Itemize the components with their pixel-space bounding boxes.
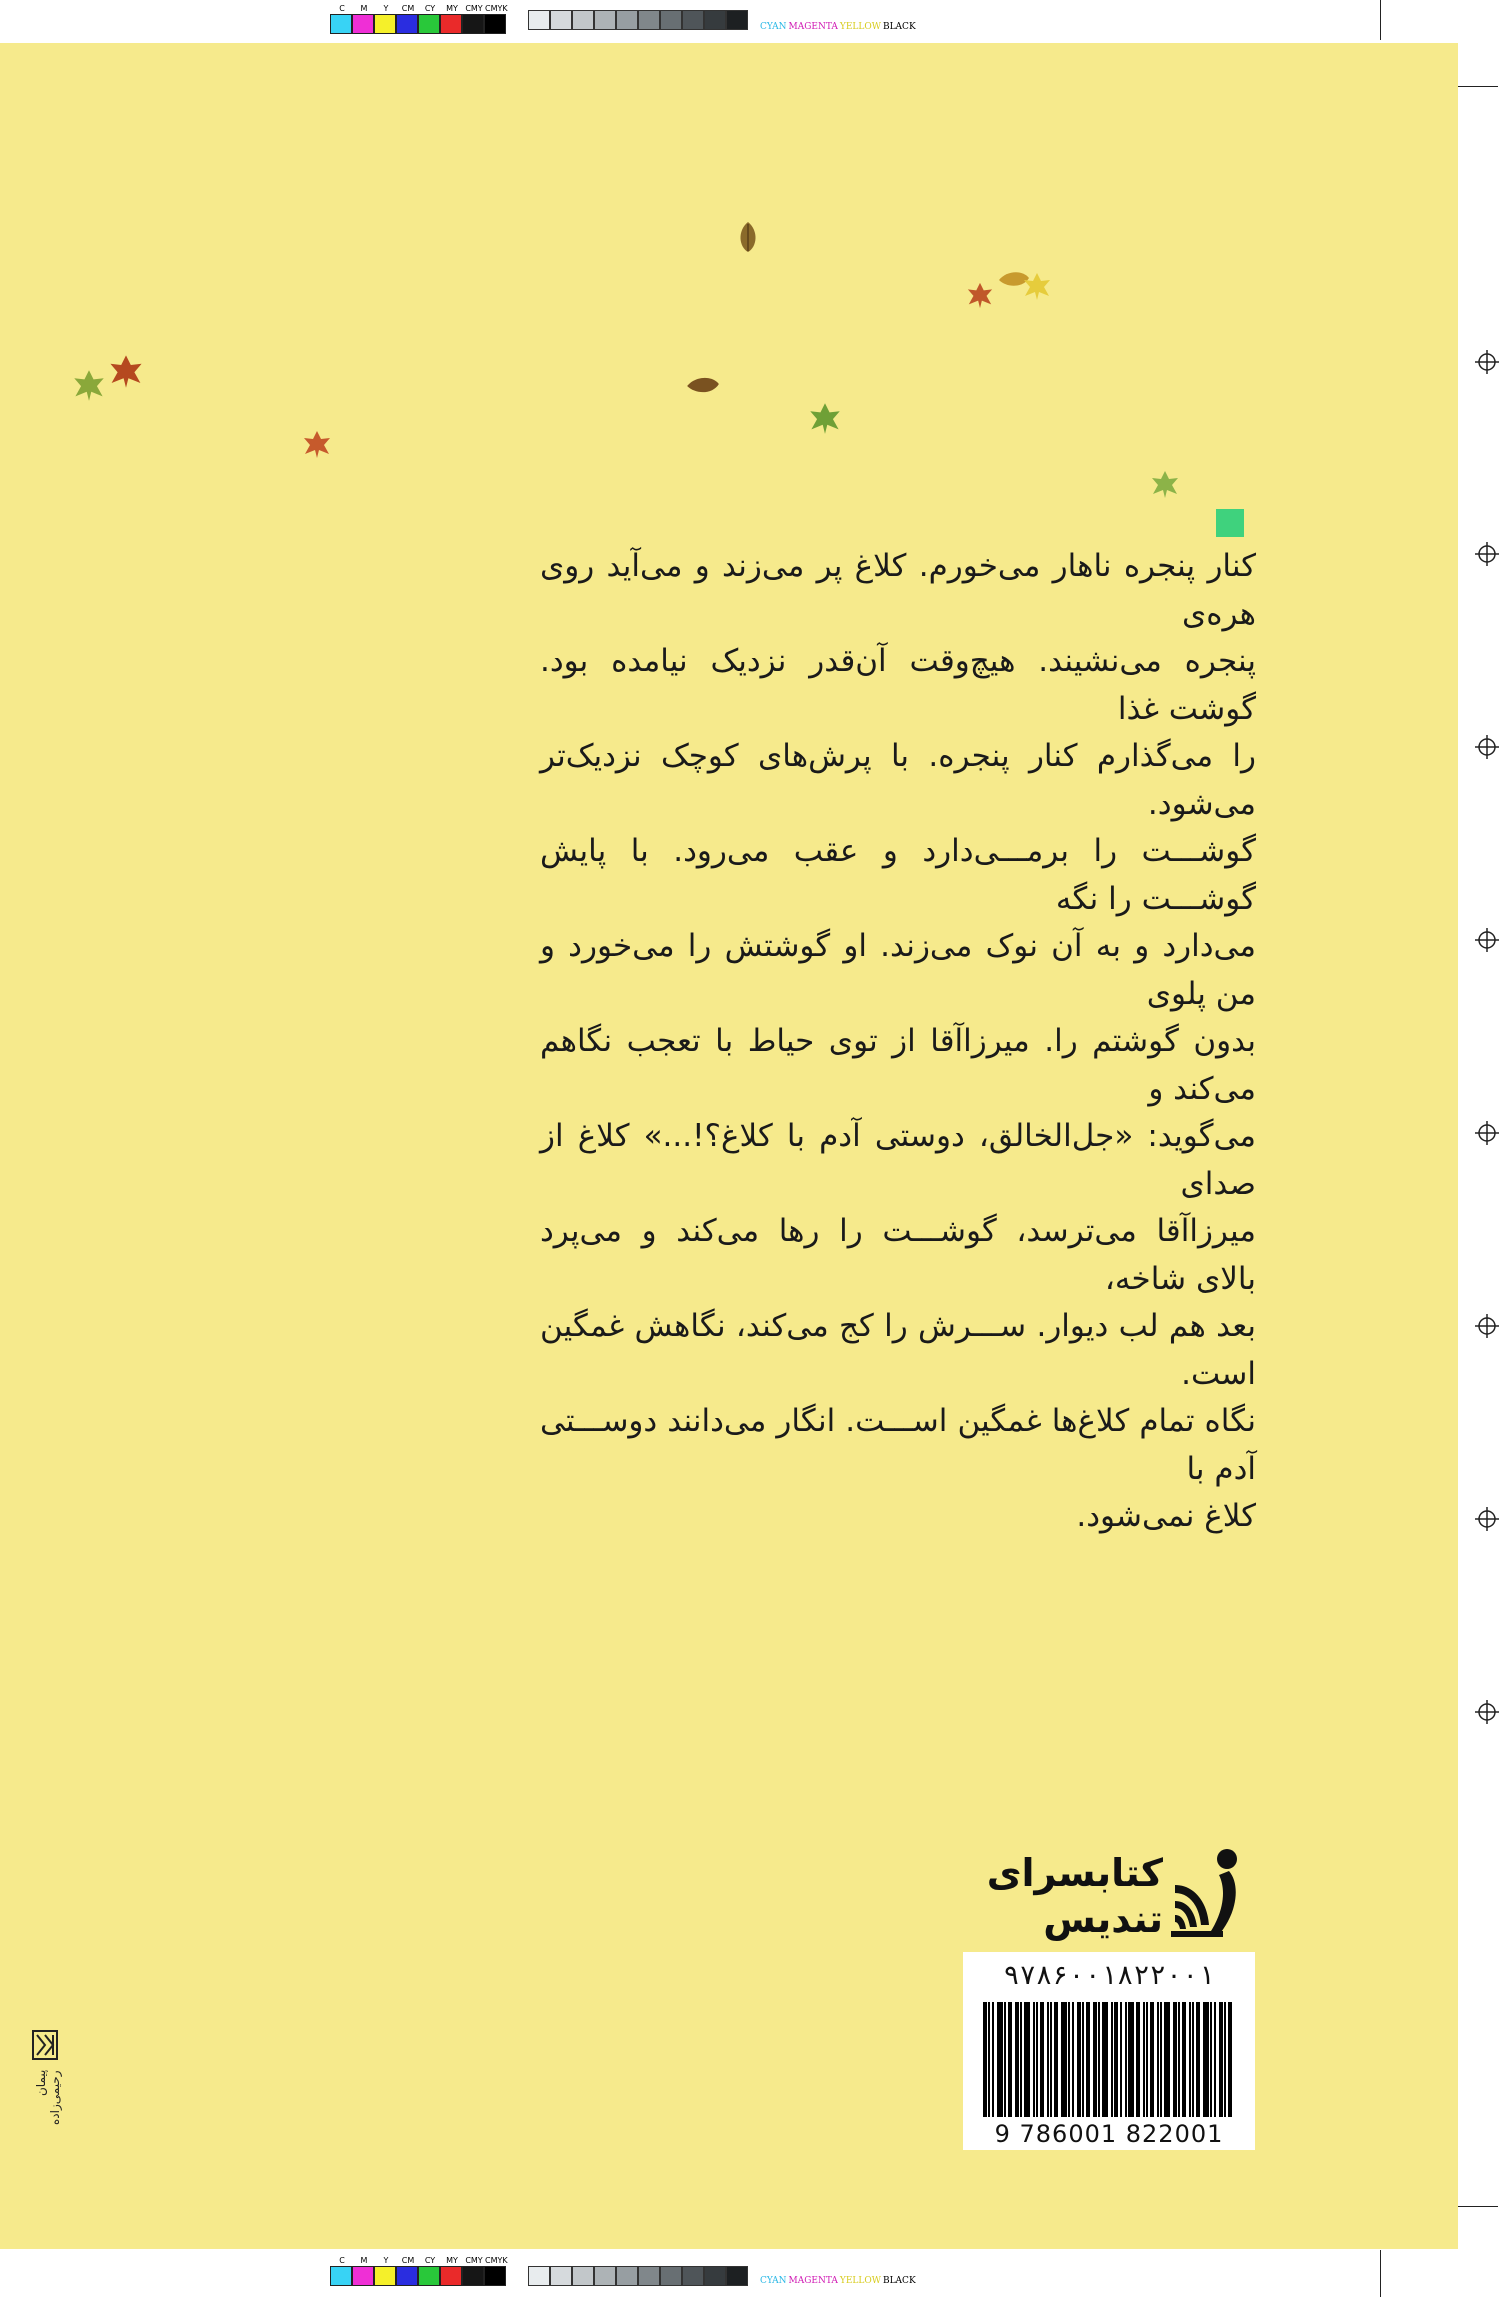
publisher-emblem-icon bbox=[1167, 1845, 1245, 1945]
ink-label: YELLOW bbox=[839, 22, 881, 32]
barcode-bars bbox=[983, 2002, 1235, 2117]
barcode-bar bbox=[988, 2002, 990, 2117]
crop-line bbox=[1380, 0, 1381, 40]
color-swatch bbox=[484, 2256, 508, 2286]
color-swatch-label: Y bbox=[383, 4, 389, 13]
barcode-bar bbox=[1111, 2002, 1113, 2117]
barcode-bar bbox=[1086, 2002, 1090, 2117]
barcode-bar bbox=[1189, 2002, 1191, 2117]
gray-swatch bbox=[594, 2266, 616, 2286]
color-swatch-label: CM bbox=[401, 4, 415, 13]
gray-swatch bbox=[638, 10, 660, 30]
barcode-bar bbox=[1004, 2002, 1006, 2117]
gray-swatch bbox=[550, 2266, 572, 2286]
barcode-bar bbox=[1061, 2002, 1067, 2117]
barcode-bar bbox=[1128, 2002, 1134, 2117]
barcode-bar bbox=[1114, 2002, 1118, 2117]
barcode-bar bbox=[1120, 2002, 1122, 2117]
gray-swatch bbox=[638, 2266, 660, 2286]
color-swatch-label: MY bbox=[446, 4, 458, 13]
color-swatch-label: M bbox=[360, 4, 368, 13]
color-swatch-label: CY bbox=[424, 4, 436, 13]
blurb-line: بعد هم لب دیوار. ســـرش را کج می‌کند، نگاهش غمگین است. bbox=[540, 1308, 1256, 1392]
barcode-bar bbox=[1150, 2002, 1154, 2117]
isbn-persian: ۹۷۸۶۰۰۱۸۲۲۰۰۱ bbox=[1003, 1960, 1215, 1991]
color-swatch-label: MY bbox=[446, 2256, 458, 2265]
trim-margin bbox=[1458, 0, 1506, 2297]
color-bar-bottom bbox=[330, 2256, 508, 2286]
barcode-bar bbox=[1093, 2002, 1097, 2117]
gray-swatch bbox=[616, 10, 638, 30]
color-swatch bbox=[396, 4, 418, 34]
color-swatch-label: CMYK bbox=[485, 2256, 508, 2265]
ink-labels-top bbox=[760, 22, 918, 32]
barcode-bar bbox=[1054, 2002, 1058, 2117]
barcode-bar bbox=[1178, 2002, 1180, 2117]
barcode-bar bbox=[983, 2002, 987, 2117]
color-bar-top bbox=[330, 4, 508, 34]
gray-swatch bbox=[616, 2266, 638, 2286]
barcode-bar bbox=[1157, 2002, 1159, 2117]
registration-mark-icon bbox=[1475, 1314, 1499, 1338]
color-swatch-label: CM bbox=[401, 2256, 415, 2265]
registration-mark-icon bbox=[1475, 350, 1499, 374]
color-swatch bbox=[462, 4, 484, 34]
blurb-line: گوشـــت را برمـــی‌دارد و عقب می‌رود. با پایش گوشـــت را نگه bbox=[540, 833, 1256, 917]
publisher-name-line-2: تندیس bbox=[1043, 1897, 1163, 1941]
barcode-bar bbox=[1050, 2002, 1052, 2117]
crop-line bbox=[1380, 2250, 1381, 2297]
color-swatch bbox=[418, 4, 440, 34]
color-swatch bbox=[330, 4, 352, 34]
color-swatch-label: CMY bbox=[465, 2256, 483, 2265]
barcode-bar bbox=[1040, 2002, 1044, 2117]
blurb-line: نگاه تمام کلاغ‌ها غمگین اســـت. انگار می‌دانند دوســـتی آدم با bbox=[540, 1403, 1256, 1487]
registration-mark-icon bbox=[1475, 1121, 1499, 1145]
ink-label: CYAN bbox=[760, 22, 787, 32]
barcode-bar bbox=[1214, 2002, 1216, 2117]
barcode-bar bbox=[992, 2002, 994, 2117]
color-swatch bbox=[352, 4, 374, 34]
color-swatch bbox=[352, 2256, 374, 2286]
blurb-line: را می‌گذارم کنار پنجره. با پرش‌های کوچک نزدیک‌تر می‌شود. bbox=[540, 738, 1256, 822]
leaf-icon bbox=[1022, 271, 1052, 301]
gray-swatch bbox=[726, 10, 748, 30]
color-swatch-label: M bbox=[360, 2256, 368, 2265]
color-swatch-label: Y bbox=[383, 2256, 389, 2265]
gray-swatch bbox=[572, 2266, 594, 2286]
registration-mark-icon bbox=[1475, 735, 1499, 759]
barcode-bar bbox=[1192, 2002, 1194, 2117]
color-swatch bbox=[440, 2256, 462, 2286]
leaf-icon bbox=[685, 373, 721, 397]
leaf-icon bbox=[108, 353, 144, 389]
designer-credit bbox=[30, 2030, 60, 2150]
barcode-bar bbox=[1173, 2002, 1177, 2117]
barcode-bar bbox=[1164, 2002, 1170, 2117]
crop-line bbox=[1458, 2206, 1498, 2207]
barcode-bar bbox=[1125, 2002, 1127, 2117]
publisher-name-line-1: کتابسرای bbox=[986, 1851, 1163, 1895]
ink-label: YELLOW bbox=[839, 2276, 881, 2286]
registration-mark-icon bbox=[1475, 1700, 1499, 1724]
barcode-bar bbox=[1098, 2002, 1100, 2117]
barcode-bar bbox=[1015, 2002, 1019, 2117]
gray-swatch bbox=[660, 10, 682, 30]
color-swatch bbox=[418, 2256, 440, 2286]
leaf-icon bbox=[966, 280, 994, 310]
registration-mark-icon bbox=[1475, 542, 1499, 566]
blurb-line: کلاغ نمی‌شود. bbox=[1076, 1498, 1256, 1534]
barcode-bar bbox=[1082, 2002, 1084, 2117]
color-swatch bbox=[396, 2256, 418, 2286]
ink-label: MAGENTA bbox=[788, 2276, 838, 2286]
blurb-line: می‌دارد و به آن نوک می‌زند. او گوشتش را می‌خورد و من پلوی bbox=[540, 928, 1256, 1012]
ink-label: BLACK bbox=[882, 22, 916, 32]
leaf-icon bbox=[735, 221, 761, 253]
barcode-bar bbox=[1024, 2002, 1030, 2117]
color-swatch bbox=[374, 4, 396, 34]
gray-swatch bbox=[528, 10, 550, 30]
barcode-bar bbox=[1072, 2002, 1074, 2117]
barcode-bar bbox=[1203, 2002, 1209, 2117]
color-swatch bbox=[330, 2256, 352, 2286]
color-swatch bbox=[462, 2256, 484, 2286]
leaf-icon bbox=[808, 401, 842, 435]
crop-line bbox=[1458, 86, 1498, 87]
ink-labels-bottom bbox=[760, 2276, 918, 2286]
designer-name: پیمان رحیمی‌زاده bbox=[34, 2070, 62, 2125]
ink-label: CYAN bbox=[760, 2276, 787, 2286]
barcode-bar bbox=[1160, 2002, 1162, 2117]
barcode-bar bbox=[1102, 2002, 1108, 2117]
barcode-bar bbox=[1146, 2002, 1148, 2117]
barcode-bar bbox=[1224, 2002, 1226, 2117]
blurb-line: بدون گوشتم را. میرزاآقا از توی حیاط با تعجب نگاهم می‌کند و bbox=[540, 1023, 1256, 1107]
isbn-barcode bbox=[963, 1952, 1255, 2150]
barcode-bar bbox=[1068, 2002, 1070, 2117]
barcode-bar bbox=[1136, 2002, 1140, 2117]
gray-swatch bbox=[704, 2266, 726, 2286]
registration-mark-icon bbox=[1475, 928, 1499, 952]
barcode-bar bbox=[1228, 2002, 1232, 2117]
barcode-bar bbox=[1143, 2002, 1145, 2117]
gray-bar-bottom bbox=[528, 2266, 748, 2286]
gray-swatch bbox=[682, 10, 704, 30]
color-swatch bbox=[484, 4, 508, 34]
ink-label: MAGENTA bbox=[788, 22, 838, 32]
gray-swatch bbox=[594, 10, 616, 30]
leaf-icon bbox=[1150, 468, 1180, 500]
barcode-bar bbox=[1036, 2002, 1038, 2117]
barcode-bar bbox=[1219, 2002, 1223, 2117]
color-swatch bbox=[440, 4, 462, 34]
gray-swatch bbox=[704, 10, 726, 30]
barcode-bar bbox=[1033, 2002, 1035, 2117]
color-swatch-label: CMY bbox=[465, 4, 483, 13]
blurb-line: کنار پنجره ناهار می‌خورم. کلاغ پر می‌زند و می‌آید روی هره‌ی bbox=[540, 548, 1256, 632]
color-swatch-label: CY bbox=[424, 2256, 436, 2265]
gray-swatch bbox=[660, 2266, 682, 2286]
barcode-bar bbox=[1182, 2002, 1186, 2117]
blurb-line: میرزاآقا می‌ترسد، گوشـــت را رها می‌کند و می‌پرد بالای شاخه، bbox=[540, 1213, 1256, 1297]
isbn-latin: 9 786001 822001 bbox=[994, 2120, 1224, 2148]
leaf-icon bbox=[302, 428, 332, 460]
barcode-bar bbox=[1210, 2002, 1212, 2117]
color-swatch-label: C bbox=[339, 2256, 345, 2265]
gray-swatch bbox=[572, 10, 594, 30]
accent-square bbox=[1216, 509, 1244, 537]
registration-mark-icon bbox=[1475, 1507, 1499, 1531]
blurb-line: می‌گوید: «جل‌الخالق، دوستی آدم با کلاغ؟!...» کلاغ از صدای bbox=[540, 1118, 1256, 1202]
publisher-logo bbox=[985, 1845, 1245, 1950]
gray-bar-top bbox=[528, 10, 748, 30]
barcode-bar bbox=[1196, 2002, 1200, 2117]
gray-swatch bbox=[550, 10, 572, 30]
barcode-bar bbox=[997, 2002, 1003, 2117]
leaf-icon bbox=[72, 368, 106, 402]
blurb-line: پنجره می‌نشیند. هیچ‌وقت آن‌قدر نزدیک نیامده بود. گوشت غذا bbox=[540, 643, 1256, 727]
gray-swatch bbox=[528, 2266, 550, 2286]
color-swatch-label: C bbox=[339, 4, 345, 13]
gray-swatch bbox=[682, 2266, 704, 2286]
barcode-bar bbox=[1020, 2002, 1022, 2117]
barcode-bar bbox=[1077, 2002, 1081, 2117]
ink-label: BLACK bbox=[882, 2276, 916, 2286]
blurb-text bbox=[540, 543, 1256, 1541]
designer-logo-icon bbox=[32, 2030, 58, 2060]
barcode-bar bbox=[1047, 2002, 1049, 2117]
barcode-bar bbox=[1008, 2002, 1012, 2117]
color-swatch-label: CMYK bbox=[485, 4, 508, 13]
gray-swatch bbox=[726, 2266, 748, 2286]
color-swatch bbox=[374, 2256, 396, 2286]
